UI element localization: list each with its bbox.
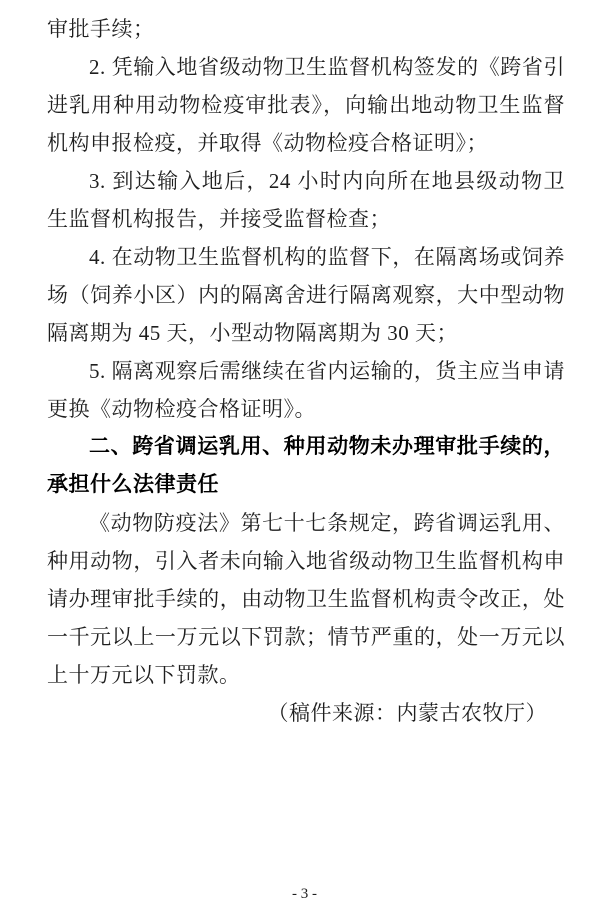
list-item-3: 3. 到达输入地后，24 小时内向所在地县级动物卫生监督机构报告，并接受监督检查； [47,169,565,231]
document-content [47,10,565,732]
paragraph-continuation: 审批手续； [47,17,155,41]
law-citation-paragraph: 《动物防疫法》第七十七条规定，跨省调运乳用、种用动物，引入者未向输入地省级动物卫生监督机构申请办理审批手续的，由动物卫生监督机构责令改正，处一千元以上一万元以下罚款；情节严重的，处一万元以上十万元以下罚款。 [47,511,565,687]
source-attribution: （稿件来源：内蒙古农牧厅） [267,701,547,725]
section-heading: 二、跨省调运乳用、种用动物未办理审批手续的，承担什么法律责任 [47,435,565,496]
list-item-5: 5. 隔离观察后需继续在省内运输的，货主应当申请更换《动物检疫合格证明》。 [47,359,565,421]
list-item-4: 4. 在动物卫生监督机构的监督下，在隔离场或饲养场（饲养小区）内的隔离舍进行隔离观察，大中型动物隔离期为 45 天，小型动物隔离期为 30 天； [47,245,565,345]
list-item-2: 2. 凭输入地省级动物卫生监督机构签发的《跨省引进乳用种用动物检疫审批表》，向输出地动物卫生监督机构申报检疫，并取得《动物检疫合格证明》； [47,55,565,155]
page-number: - 3 - [292,886,317,902]
